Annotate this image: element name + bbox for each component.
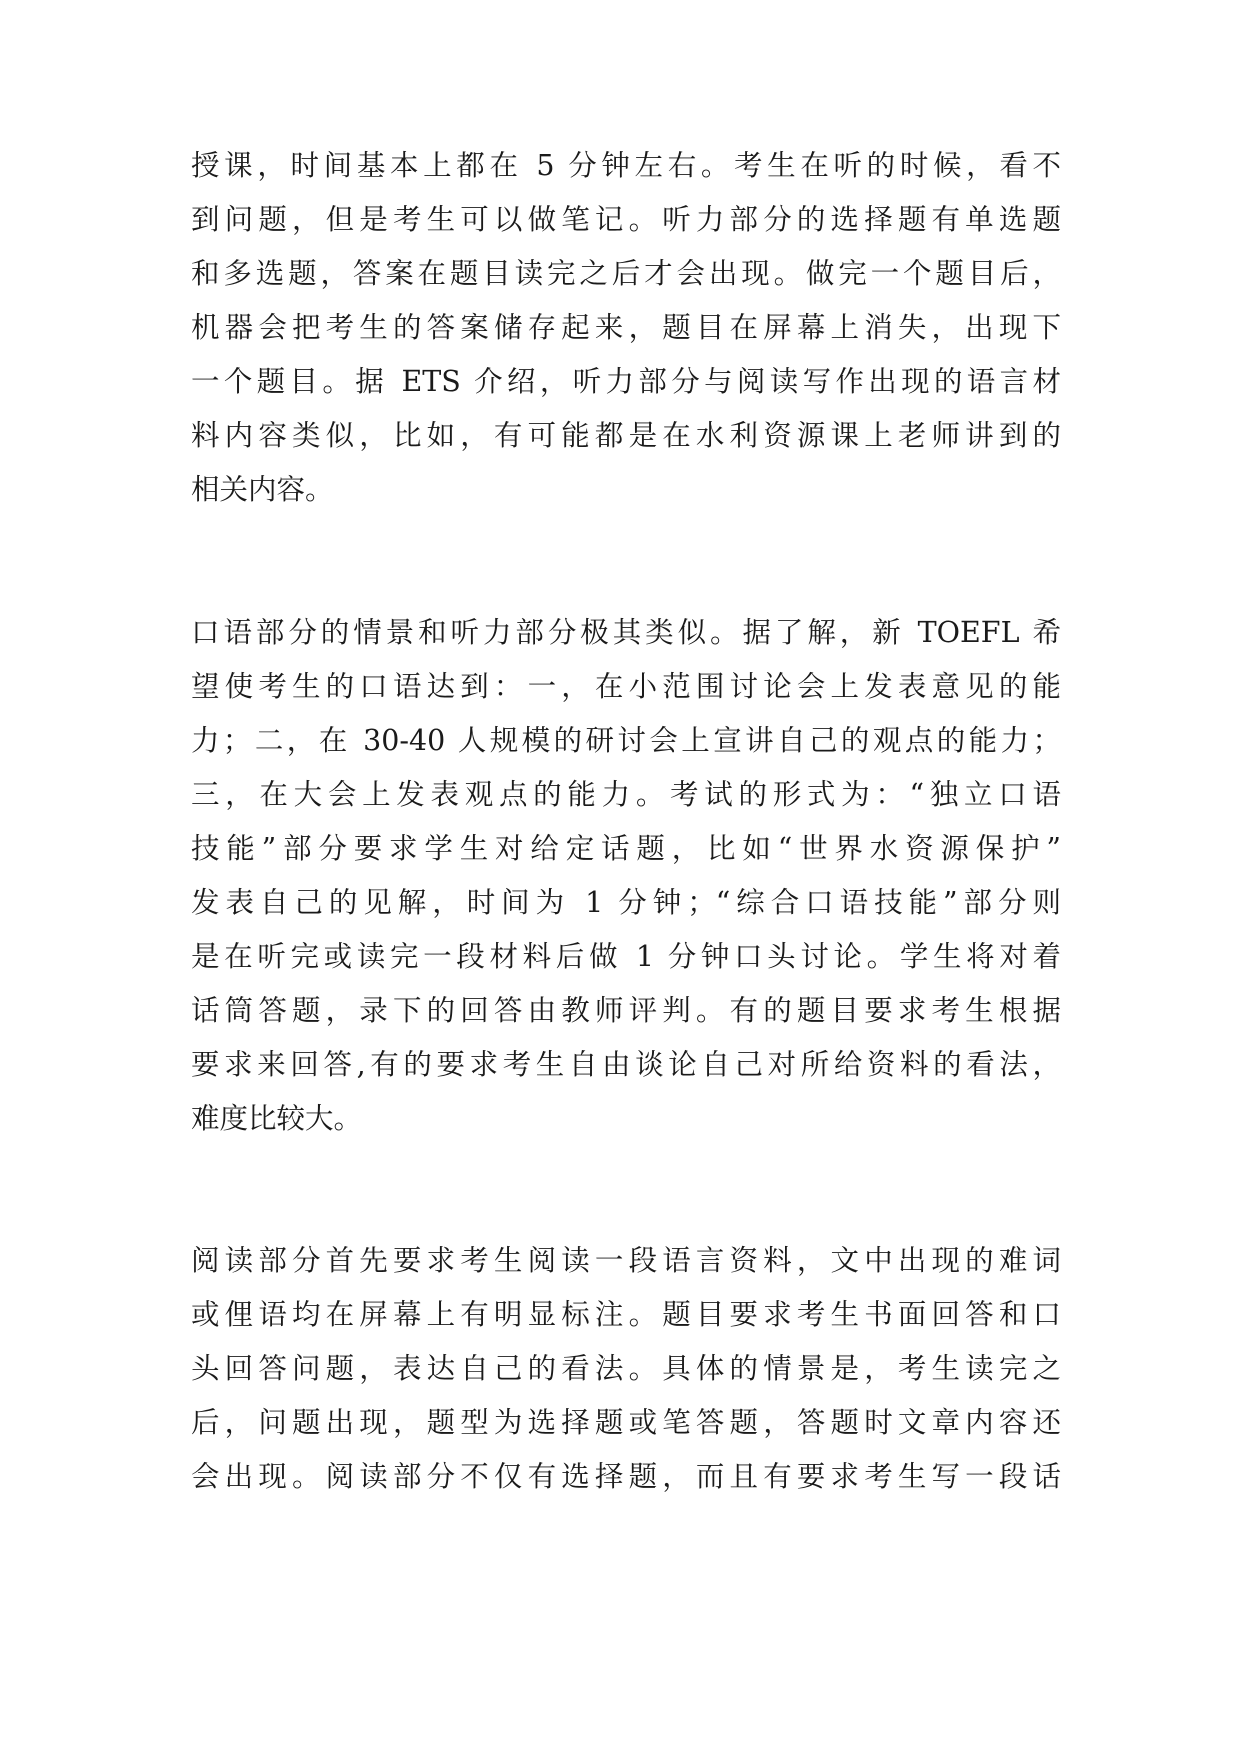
- text-line: 相关内容。: [191, 473, 334, 506]
- text-line: 会出现。阅读部分不仅有选择题，而且有要求考生写一段话: [191, 1460, 1061, 1493]
- text-line: 阅读部分首先要求考生阅读一段语言资料，文中出现的难词: [191, 1244, 1061, 1277]
- text-line: 是在听完或读完一段材料后做 1 分钟口头讨论。学生将对着: [191, 940, 1061, 973]
- text-line: 力；二，在 30-40 人规模的研讨会上宣讲自己的观点的能力；: [191, 724, 1061, 757]
- text-line: 后，问题出现，题型为选择题或笔答题，答题时文章内容还: [191, 1406, 1061, 1439]
- text-line: 到问题，但是考生可以做笔记。听力部分的选择题有单选题: [191, 203, 1061, 236]
- text-line: 口语部分的情景和听力部分极其类似。据了解，新 TOEFL 希: [191, 616, 1061, 649]
- text-line: 要求来回答,有的要求考生自由谈论自己对所给资料的看法，: [191, 1048, 1061, 1081]
- text-line: 机器会把考生的答案储存起来，题目在屏幕上消失，出现下: [191, 311, 1061, 344]
- text-line: 授课，时间基本上都在 5 分钟左右。考生在听的时候，看不: [191, 149, 1061, 182]
- text-line: 望使考生的口语达到：一，在小范围讨论会上发表意见的能: [191, 670, 1061, 703]
- text-line: 头回答问题，表达自己的看法。具体的情景是，考生读完之: [191, 1352, 1061, 1385]
- text-line: 技能”部分要求学生对给定话题，比如“世界水资源保护”: [191, 832, 1061, 865]
- text-line: 一个题目。据 ETS 介绍，听力部分与阅读写作出现的语言材: [191, 365, 1061, 398]
- text-line: 三，在大会上发表观点的能力。考试的形式为：“独立口语: [191, 778, 1061, 811]
- text-line: 或俚语均在屏幕上有明显标注。题目要求考生书面回答和口: [191, 1298, 1061, 1331]
- text-line: 和多选题，答案在题目读完之后才会出现。做完一个题目后，: [191, 257, 1061, 290]
- text-line: 话筒答题，录下的回答由教师评判。有的题目要求考生根据: [191, 994, 1061, 1027]
- text-line: 难度比较大。: [191, 1102, 363, 1135]
- text-line: 料内容类似，比如，有可能都是在水利资源课上老师讲到的: [191, 419, 1061, 452]
- text-line: 发表自己的见解，时间为 1 分钟；“综合口语技能”部分则: [191, 886, 1061, 919]
